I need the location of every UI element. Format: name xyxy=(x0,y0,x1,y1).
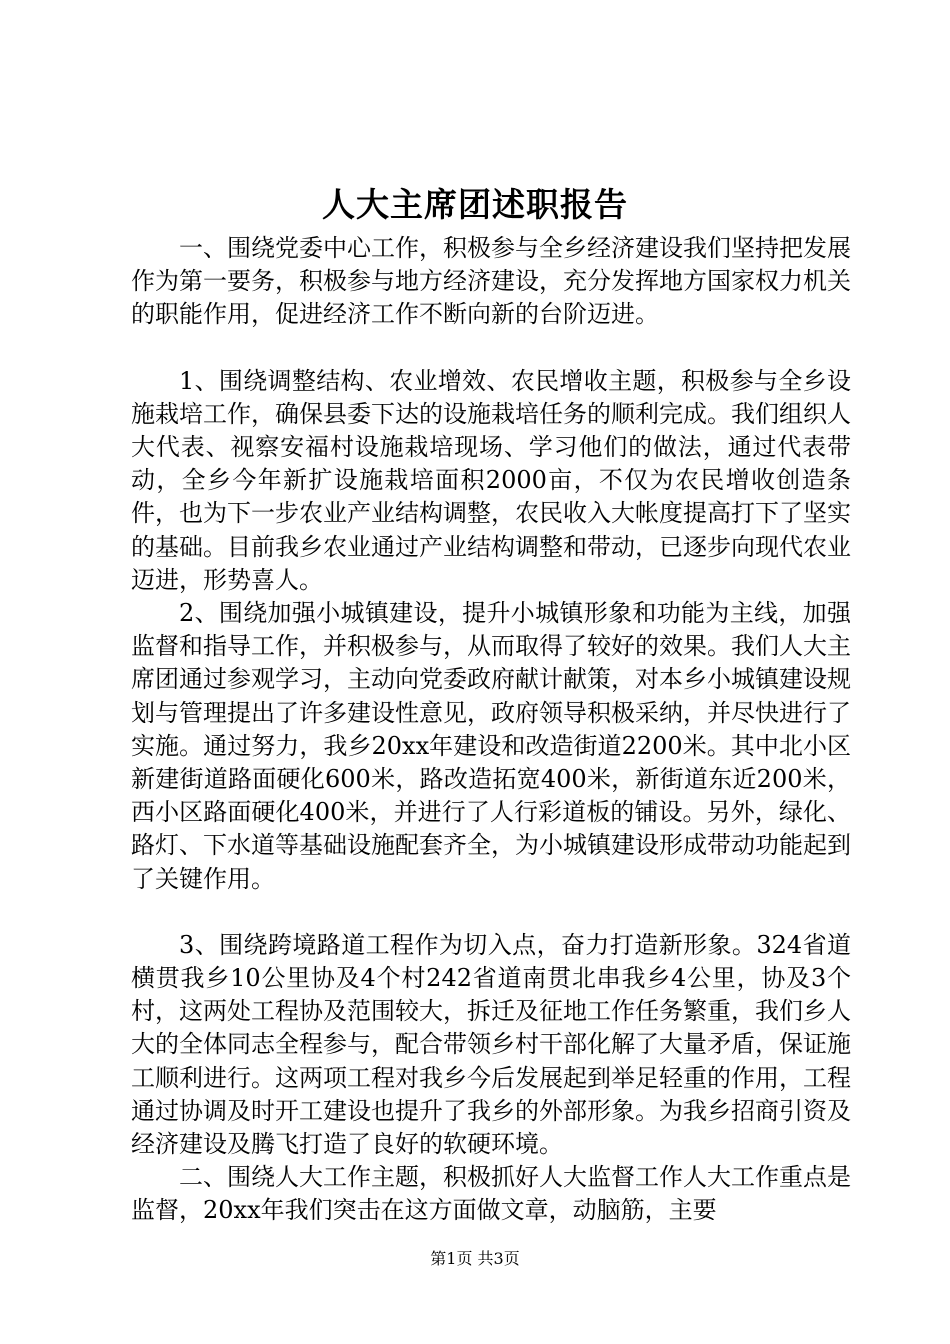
page-number-footer: 第1页 共3页 xyxy=(430,1249,520,1268)
document-body xyxy=(131,232,851,1228)
paragraph-4: 3、围绕跨境路道工程作为切入点，奋力打造新形象。324省道横贯我乡10公里协及4个村242省道南贯北串我乡4公里，协及3个村，这两处工程协及范围较大，拆迁及征地工作任务繁重，我们乡人大的全体同志全程参与，配合带领乡村干部化解了大量矛盾，保证施工顺利进行。这两项工程对我乡今后发展起到举足轻重的作用，工程通过协调及时开工建设也提升了我乡的外部形象。为我乡招商引资及经济建设及腾飞打造了良好的软硬环境。 xyxy=(131,930,851,1159)
paragraph-spacer xyxy=(131,332,851,365)
paragraph-3: 2、围绕加强小城镇建设，提升小城镇形象和功能为主线，加强监督和指导工作，并积极参与，从而取得了较好的效果。我们人大主席团通过参观学习，主动向党委政府献计献策，对本乡小城镇建设规划与管理提出了许多建设性意见，政府领导积极采纳，并尽快进行了实施。通过努力，我乡20xx年建设和改造街道2200米。其中北小区新建街道路面硬化600米，路改造拓宽400米，新街道东近200米，西小区路面硬化400米，并进行了人行彩道板的铺设。另外，绿化、路灯、下水道等基础设施配套齐全，为小城镇建设形成带动功能起到了关键作用。 xyxy=(131,599,851,893)
paragraph-1: 一、围绕党委中心工作，积极参与全乡经济建设我们坚持把发展作为第一要务，积极参与地方经济建设，充分发挥地方国家权力机关的职能作用，促进经济工作不断向新的台阶迈进。 xyxy=(131,234,851,329)
paragraph-2: 1、围绕调整结构、农业增效、农民增收主题，积极参与全乡设施栽培工作，确保县委下达的设施栽培任务的顺利完成。我们组织人大代表、视察安福村设施栽培现场、学习他们的做法，通过代表带动，全乡今年新扩设施栽培面积2000亩，不仅为农民增收创造条件，也为下一步农业产业结构调整，农民收入大帐度提高打下了坚实的基础。目前我乡农业通过产业结构调整和带动，已逐步向现代农业迈进，形势喜人。 xyxy=(131,366,851,594)
paragraph-5: 二、围绕人大工作主题，积极抓好人大监督工作人大工作重点是监督，20xx年我们突击在这方面做文章，动脑筋，主要 xyxy=(131,1163,851,1225)
paragraph-spacer xyxy=(131,896,851,929)
document-title: 人大主席团述职报告 xyxy=(322,185,628,224)
